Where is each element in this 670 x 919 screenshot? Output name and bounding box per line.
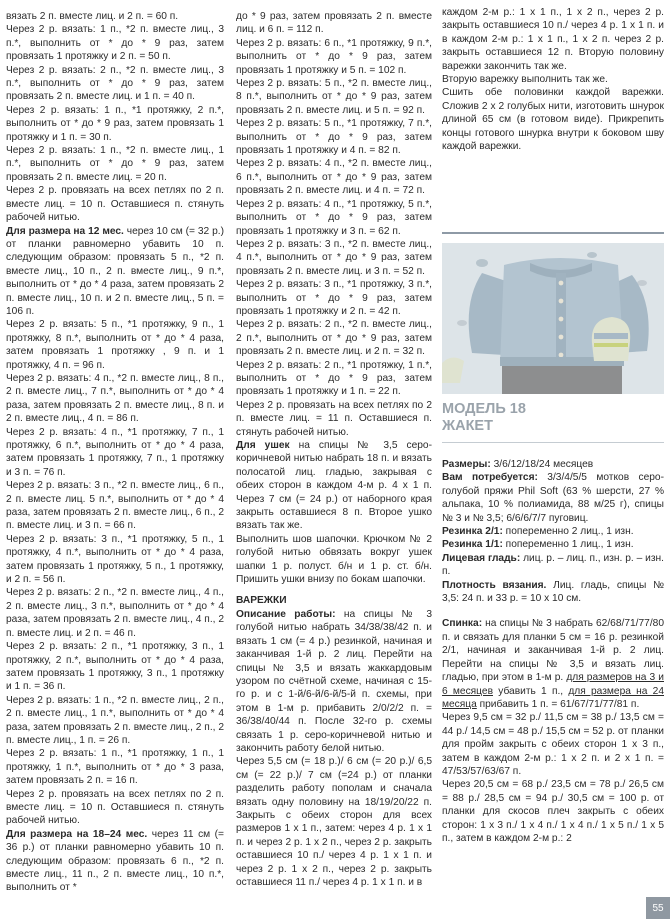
underlined-text: для размеров на 3 и 6 месяцев bbox=[442, 672, 664, 697]
paragraph: Через 2 р. вязать: 4 п., *2 п. вместе лиц., 6 п.*, выполнить от * до * 9 раз, затем провязать 2 п. вместе лиц. и 4 п. = 72 п. bbox=[236, 158, 432, 197]
sizes-line bbox=[442, 458, 664, 471]
materials-paragraph bbox=[442, 471, 664, 525]
sizes-heading: Размеры: bbox=[442, 459, 491, 470]
ushki-heading: Для ушек bbox=[236, 440, 290, 451]
back-heading: Спинка: bbox=[442, 618, 483, 630]
underlined-text: для размера на 24 месяца bbox=[442, 685, 664, 710]
paragraph-text: 3/6/12/18/24 месяцев bbox=[490, 459, 594, 470]
paragraph: до * 9 раз, затем провязать 2 п. вместе лиц. и 6 п. = 112 п. bbox=[236, 11, 432, 36]
paragraph-text: попеременно 1 лиц., 1 изн. bbox=[502, 539, 634, 551]
paragraph-text: лиц. р. – лиц. п., изн. р. – изн. п. bbox=[442, 552, 664, 578]
paragraph-text: на спицы № 3,5 серо-коричневой нитью набрать 18 п. и вязать полосатой лиц. гладью, закрывая с обеих сторон в каждом 4-м р. 4 х 1 п. Через 7 см (= 24 р.) от наборного края закрыть оставшиеся 8 п. Второе ушко вязать так же. bbox=[236, 440, 432, 532]
rib21-line bbox=[442, 525, 664, 538]
paragraph: Через 2 р. вязать: 3 п., *1 протяжку, 5 п., 1 протяжку, 4 п.*, выполнить от * до * 4 раза, затем провязать 1 протяжку, 5 п., 1 протяжку, и 2 п. = 56 п. bbox=[6, 533, 224, 586]
paragraph: Через 2 р. вязать: 1 п., *2 п. вместе лиц., 3 п.*, выполнить от * до * 9 раз, затем провязать 1 протяжку и 2 п. = 50 п. bbox=[6, 24, 224, 63]
paragraph: Через 5,5 см (= 18 р.)/ 6 см (= 20 р.)/ 6,5 см (= 22 р.)/ 7 см (=24 р.) от планки разделить работу пополам и сначала вязать одну половину на 18/19/20/22 п. Закрыть с обеих сторон для всех размеров 1 х 1 п., затем: через 4 р. 1 х 1 п. и через 2 р. 1 х 2 п., через 2 р. закрыть оставшиеся 10 п./ через 4 р. 1 х 1 п. и через 2 р. 1 х 2 п., через 2 р. закрыть оставшиеся 11 п./ через 4 р. 1 х 1 п. и в bbox=[236, 756, 432, 888]
paragraph-text: Лиц. гладь, спицы № 3,5: 24 п. и 33 р. = 10 х 10 см. bbox=[442, 579, 665, 605]
divider bbox=[442, 232, 664, 234]
paragraph: Через 2 р. вязать: 5 п., *1 протяжку, 9 п., 1 протяжку, 8 п.*, выполнить от * до * 4 раза, затем провязать 1 протяжку , 9 п. и 1 протяжку, 4 п. = 96 п. bbox=[6, 319, 224, 371]
paragraph: Через 2 р. вязать: 6 п., *1 протяжку, 9 п.*, выполнить от * до * 9 раз, затем провязать 1 протяжку и 5 п. = 102 п. bbox=[236, 37, 432, 76]
model-title bbox=[442, 401, 664, 435]
materials-heading: Вам потребуется: bbox=[442, 472, 538, 484]
paragraph: Через 2 р. вязать: 4 п., *2 п. вместе лиц., 8 п., 2 п. вместе лиц., 7 п.*, выполнить от * до * 4 раза, затем провязать 2 п. вместе лиц., 8 п. и 2 п. вместе лиц., 4 п. = 86 п. bbox=[6, 372, 224, 425]
paragraph: Через 2 р. вязать: 4 п., *1 протяжку, 5 п.*, выполнить от * до * 9 раз, затем провязать 1 протяжку и 3 п. = 62 п. bbox=[236, 198, 432, 237]
paragraph-size-18 bbox=[6, 828, 224, 895]
model-name: ЖАКЕТ bbox=[442, 418, 493, 434]
paragraph: Через 2 р. вязать: 5 п., *2 п. вместе лиц., 8 п.*, выполнить от * до * 9 раз, затем провязать 2 п. вместе лиц. и 5 п. = 92 п. bbox=[236, 78, 432, 116]
paragraph: Выполнить шов шапочки. Крючком № 2 голубой нитью обвязать вокруг ушек шапки 1 р. полуст. б/н и 1 р. ст. б/н. Пришить ушки внизу по бокам шапочки. bbox=[236, 533, 432, 586]
paragraph: Через 2 р. вязать: 2 п., *1 протяжку, 1 п.*, выполнить от * до * 9 раз, затем провязать 1 протяжку и 1 п. = 22 п. bbox=[236, 359, 432, 398]
page-number: 55 bbox=[646, 897, 670, 919]
jacket-photo bbox=[442, 243, 664, 394]
rib11-line bbox=[442, 538, 664, 551]
stockinette-line bbox=[442, 552, 664, 579]
paragraph: Через 2 р. вязать: 2 п., *2 п. вместе лиц., 2 п.*, выполнить от * до * 9 раз, затем провязать 2 п. вместе лиц. и 2 п. = 32 п. bbox=[236, 319, 432, 358]
paragraph-ushki bbox=[236, 439, 432, 533]
gauge-heading: Плотность вязания. bbox=[442, 579, 547, 591]
paragraph-text: через 11 см (= 36 р.) от планки равномерно убавить 10 п. следующим образом: провязать 6 п., *2 п. вместе лиц., 11 п., 2 п. вместе лиц., 10 п.*, выполнить от * bbox=[6, 828, 224, 894]
model-number: МОДЕЛЬ 18 bbox=[442, 401, 526, 417]
size-heading: Для размера на 18–24 мес. bbox=[6, 828, 148, 840]
paragraph-text: на спицы № 3 набрать 62/68/71/77/80 п. и связать для планки 5 см = 16 р. резинкой 2/1, начиная и заканчивая 1-й р. 2 лиц. Перейти на спицы № 3,5 и вязать лиц. гладью, при этом в 1-м р. bbox=[442, 618, 664, 684]
rib21-heading: Резинка 2/1: bbox=[442, 526, 503, 538]
text-column-1 bbox=[6, 10, 224, 895]
paragraph: Вторую варежку выполнить так же. bbox=[442, 74, 608, 86]
paragraph: Через 2 р. провязать на всех петлях по 2 п. вместе лиц. = 10 п. Оставшиеся п. стянуть рабочей нитью. bbox=[6, 788, 224, 827]
paragraph: Через 2 р. вязать: 5 п., *1 протяжку, 7 п.*, выполнить от * до * 9 раз, затем провязать 1 протяжку и 4 п. = 82 п. bbox=[236, 118, 432, 157]
paragraph: каждом 2-м р.: 1 х 1 п., 1 х 2 п., через 2 р. закрыть оставшиеся 10 п./ через 4 р. 1 х 1 п. и в каждом 2-м р.: 1 х 1 п., 1 х 2 п. через 2 р. закрыть оставшиеся 12 п. Вторую половину варежки закончить так же. bbox=[442, 7, 664, 72]
paragraph: Через 2 р. вязать: 3 п., *2 п. вместе лиц., 6 п., 2 п. вместе лиц. 5 п.*, выполнить от * до * 4 раза, затем провязать 2 п. вместе лиц., 6 п., 2 п. вместе лиц. и 3 п. = 66 п. bbox=[6, 480, 224, 532]
paragraph-text: на спицы № 3 голубой нитью набрать 34/38/38/42 п. и вязать 1 см (= 4 р.) резинкой, начиная и заканчивая 1-й р. 2 лиц. Перейти на спицы № 3,5 и вязать жаккардовым узором по счётной схеме, начиная с 15-го р. и с 1-й/6-й/6-й/5-й п. схемы, при этом в 1-м р. прибавить 2/0/2/2 п. = 36/38/40/44 п. После 32-го р. схемы связать 1 р. серо-коричневой нитью и закончить работу белой нитью. bbox=[236, 608, 432, 754]
paragraph: вязать 2 п. вместе лиц. и 2 п. = 60 п. bbox=[6, 11, 179, 22]
paragraph: Через 2 р. вязать: 1 п., *1 протяжку, 1 п., 1 протяжку, 1 п.*, выполнить от * до * 3 раза, затем провязать 2 п. = 16 п. bbox=[6, 748, 224, 787]
paragraph: Через 2 р. вязать: 1 п., *1 протяжку, 2 п.*, выполнить от * до * 9 раз, затем провязать 1 протяжку и 1 п. = 30 п. bbox=[6, 104, 224, 143]
back-paragraph bbox=[442, 617, 664, 711]
paragraph: Через 2 р. вязать: 3 п., *2 п. вместе лиц., 4 п.*, выполнить от * до * 9 раз, затем провязать 2 п. вместе лиц. и 3 п. = 52 п. bbox=[236, 238, 432, 277]
jacket-illustration bbox=[442, 243, 664, 394]
paragraph-opisanie bbox=[236, 608, 432, 755]
size-heading: Для размера на 12 мес. bbox=[6, 225, 124, 237]
paragraph: Через 2 р. вязать: 2 п., *1 протяжку, 3 п., 1 протяжку, 2 п.*, выполнить от * до * 4 раза, затем провязать 1 протяжку, 3 п., 1 протяжку и 1 п. = 36 п. bbox=[6, 641, 224, 693]
stockinette-heading: Лицевая гладь: bbox=[442, 552, 521, 564]
paragraph: Через 2 р. вязать: 2 п., *2 п. вместе лиц., 3 п.*, выполнить от * до * 9 раз, затем провязать 2 п. вместе лиц. и 1 п. = 40 п. bbox=[6, 64, 224, 103]
paragraph: Через 2 р. провязать на всех петлях по 2 п. вместе лиц. = 10 п. Оставшиеся п. стянуть рабочей нитью. bbox=[6, 185, 224, 224]
opisanie-heading: Описание работы: bbox=[236, 608, 336, 620]
paragraph: Через 2 р. вязать: 1 п., *2 п. вместе лиц., 1 п.*, выполнить от * до * 9 раз, затем провязать 2 п. вместе лиц. = 20 п. bbox=[6, 145, 224, 183]
gauge-line bbox=[442, 579, 664, 606]
text-column-2 bbox=[236, 10, 432, 889]
paragraph: Через 20,5 см = 68 р./ 23,5 см = 78 р./ 26,5 см = 88 р./ 28,5 см = 94 р./ 30,5 см = 100 р. от планки для скосов плеч закрыть с обеих сторон: 1 х 3 п./ 1 х 4 п./ 1 х 4 п./ 1 х 5 п./ 1 х 5 п., затем в каждом 2-м р.: 2 bbox=[442, 779, 664, 844]
paragraph: Через 2 р. вязать: 1 п., *2 п. вместе лиц., 2 п., 2 п. вместе лиц., 1 п.*, выполнить от * до * 4 раза, затем провязать 2 п. вместе лиц., 2 п., 2 п. вместе лиц., 1 п. = 26 п. bbox=[6, 694, 224, 746]
divider bbox=[442, 442, 664, 443]
paragraph-text: прибавить 1 п. = 61/67/71/77/81 п. bbox=[476, 698, 640, 710]
paragraph-text: 3/3/4/5/5 мотков серо-голубой пряжи Phil Soft (63 % шерсти, 27 % альпака, 10 % полиамида, 88 м/25 г), спицы № 3 и № 3,5; 6/6/6/7/7 пуговиц. bbox=[442, 472, 664, 524]
text-column-3 bbox=[442, 6, 664, 153]
text-column-3-lower bbox=[442, 458, 664, 845]
paragraph: Через 2 р. провязать на всех петлях по 2 п. вместе лиц. = 11 п. Оставшиеся п. стянуть рабочей нитью. bbox=[236, 399, 432, 438]
paragraph-text: попеременно 2 лиц., 1 изн. bbox=[502, 526, 634, 538]
paragraph-text: убавить 1 п., bbox=[493, 685, 569, 697]
section-heading-varezhki: ВАРЕЖКИ bbox=[236, 595, 287, 607]
paragraph: Сшить обе половинки каждой варежки. Сложив 2 х 2 голубых нити, изготовить шнурок длиной 65 см (в готовом виде). Прикрепить концы готового шнурка внутри к боковом шву каждой варежки. bbox=[442, 87, 664, 153]
paragraph-text: через 10 см (= 32 р.) от планки равномерно убавить 10 п. следующим образом: провязать 5 п., *2 п. вместе лиц., 10 п., 2 п. вместе лиц., 9 п.*, выполнить от * до * 4 раза, затем провязать 2 п. вместе лиц., 10 п. и 2 п. вместе лиц., 5 п. = 106 п. bbox=[6, 225, 225, 317]
rib11-heading: Резинка 1/1: bbox=[442, 539, 503, 551]
paragraph: Через 9,5 см = 32 р./ 11,5 см = 38 р./ 13,5 см = 44 р./ 14,5 см = 48 р./ 15,5 см = 52 р. от планки для пройм закрыть с обеих сторон 1 х 3 п., затем в каждом 2-м р.: 1 х 2 п. и 2 х 1 п. = 47/53/57/63/67 п. bbox=[442, 712, 664, 777]
paragraph: Через 2 р. вязать: 3 п., *1 протяжку, 3 п.*, выполнить от * до * 9 раз, затем провязать 1 протяжку и 2 п. = 42 п. bbox=[236, 279, 432, 317]
paragraph: Через 2 р. вязать: 2 п., *2 п. вместе лиц., 4 п., 2 п. вместе лиц., 3 п.*, выполнить от * до * 4 раза, затем провязать 2 п. вместе лиц., 4 п., 2 п. вместе лиц. и 2 п. = 46 п. bbox=[6, 587, 224, 639]
paragraph-size-12 bbox=[6, 225, 224, 319]
paragraph: Через 2 р. вязать: 4 п., *1 протяжку, 7 п., 1 протяжку, 6 п.*, выполнить от * до * 4 раза, затем провязать 1 протяжку, 7 п., 1 протяжку и 3 п. = 76 п. bbox=[6, 426, 224, 478]
